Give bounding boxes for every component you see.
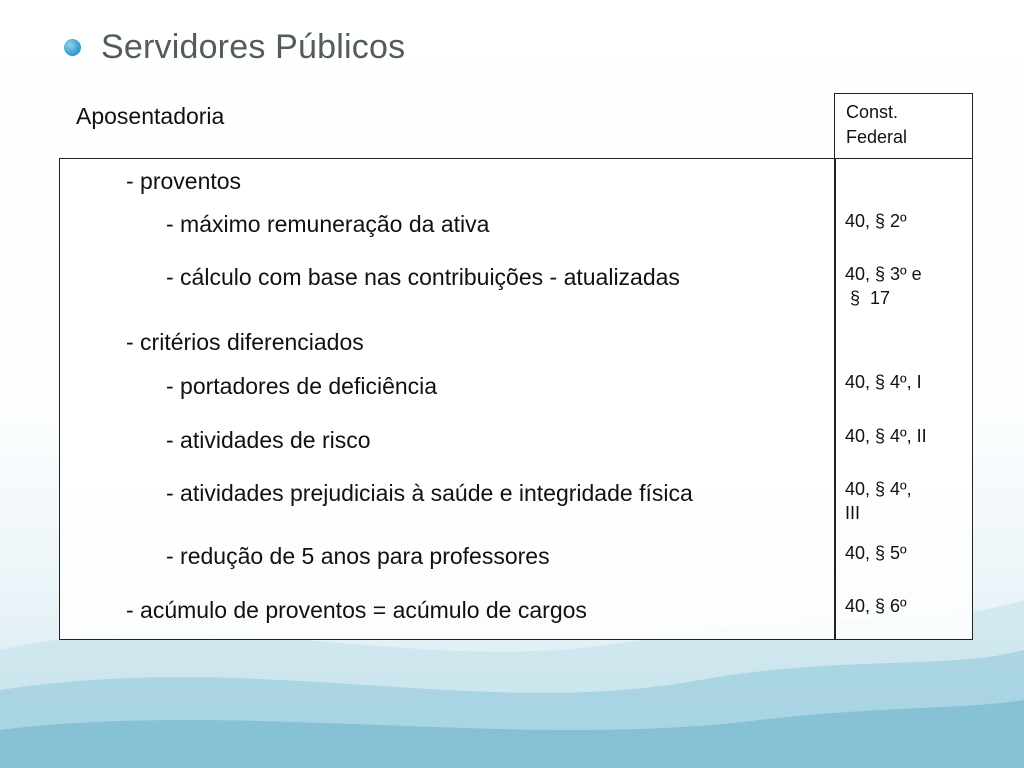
slide-title [64, 24, 405, 70]
row-ref-prejudiciais-line2: III [845, 503, 861, 523]
header-reference-line2: Federal [846, 127, 908, 147]
row-ref-calculo-line2: § 17 [845, 288, 891, 308]
table-header-topic: Aposentadoria [76, 103, 225, 129]
row-ref-deficiencia: 40, § 4º, I [845, 372, 922, 392]
row-ref-calculo [845, 262, 969, 310]
row-text-criterios: - critérios diferenciados [126, 329, 364, 355]
row-ref-prejudiciais [845, 477, 969, 525]
title-text: Servidores Públicos [101, 27, 406, 66]
row-text-deficiencia: - portadores de deficiência [166, 373, 438, 399]
row-text-prejudiciais: - atividades prejudiciais à saúde e integridade física [166, 480, 693, 506]
row-text-proventos: - proventos [126, 168, 242, 194]
row-ref-calculo-line1: 40, § 3º e [845, 264, 922, 284]
row-text-risco: - atividades de risco [166, 427, 371, 453]
row-text-maximo: - máximo remuneração da ativa [166, 211, 490, 237]
row-ref-acumulo: 40, § 6º [845, 596, 907, 616]
row-text-professores: - redução de 5 anos para professores [166, 543, 550, 569]
header-reference-line1: Const. [846, 102, 899, 122]
column-divider [834, 158, 836, 640]
row-text-calculo: - cálculo com base nas contribuições - atualizadas [166, 264, 680, 290]
row-ref-professores: 40, § 5º [845, 543, 907, 563]
row-ref-maximo: 40, § 2º [845, 211, 907, 231]
row-ref-risco: 40, § 4º, II [845, 426, 927, 446]
table-header-reference [834, 93, 973, 159]
row-text-acumulo: - acúmulo de proventos = acúmulo de cargos [126, 597, 587, 623]
bullet-icon [64, 39, 81, 56]
row-ref-prejudiciais-line1: 40, § 4º, [845, 479, 912, 499]
